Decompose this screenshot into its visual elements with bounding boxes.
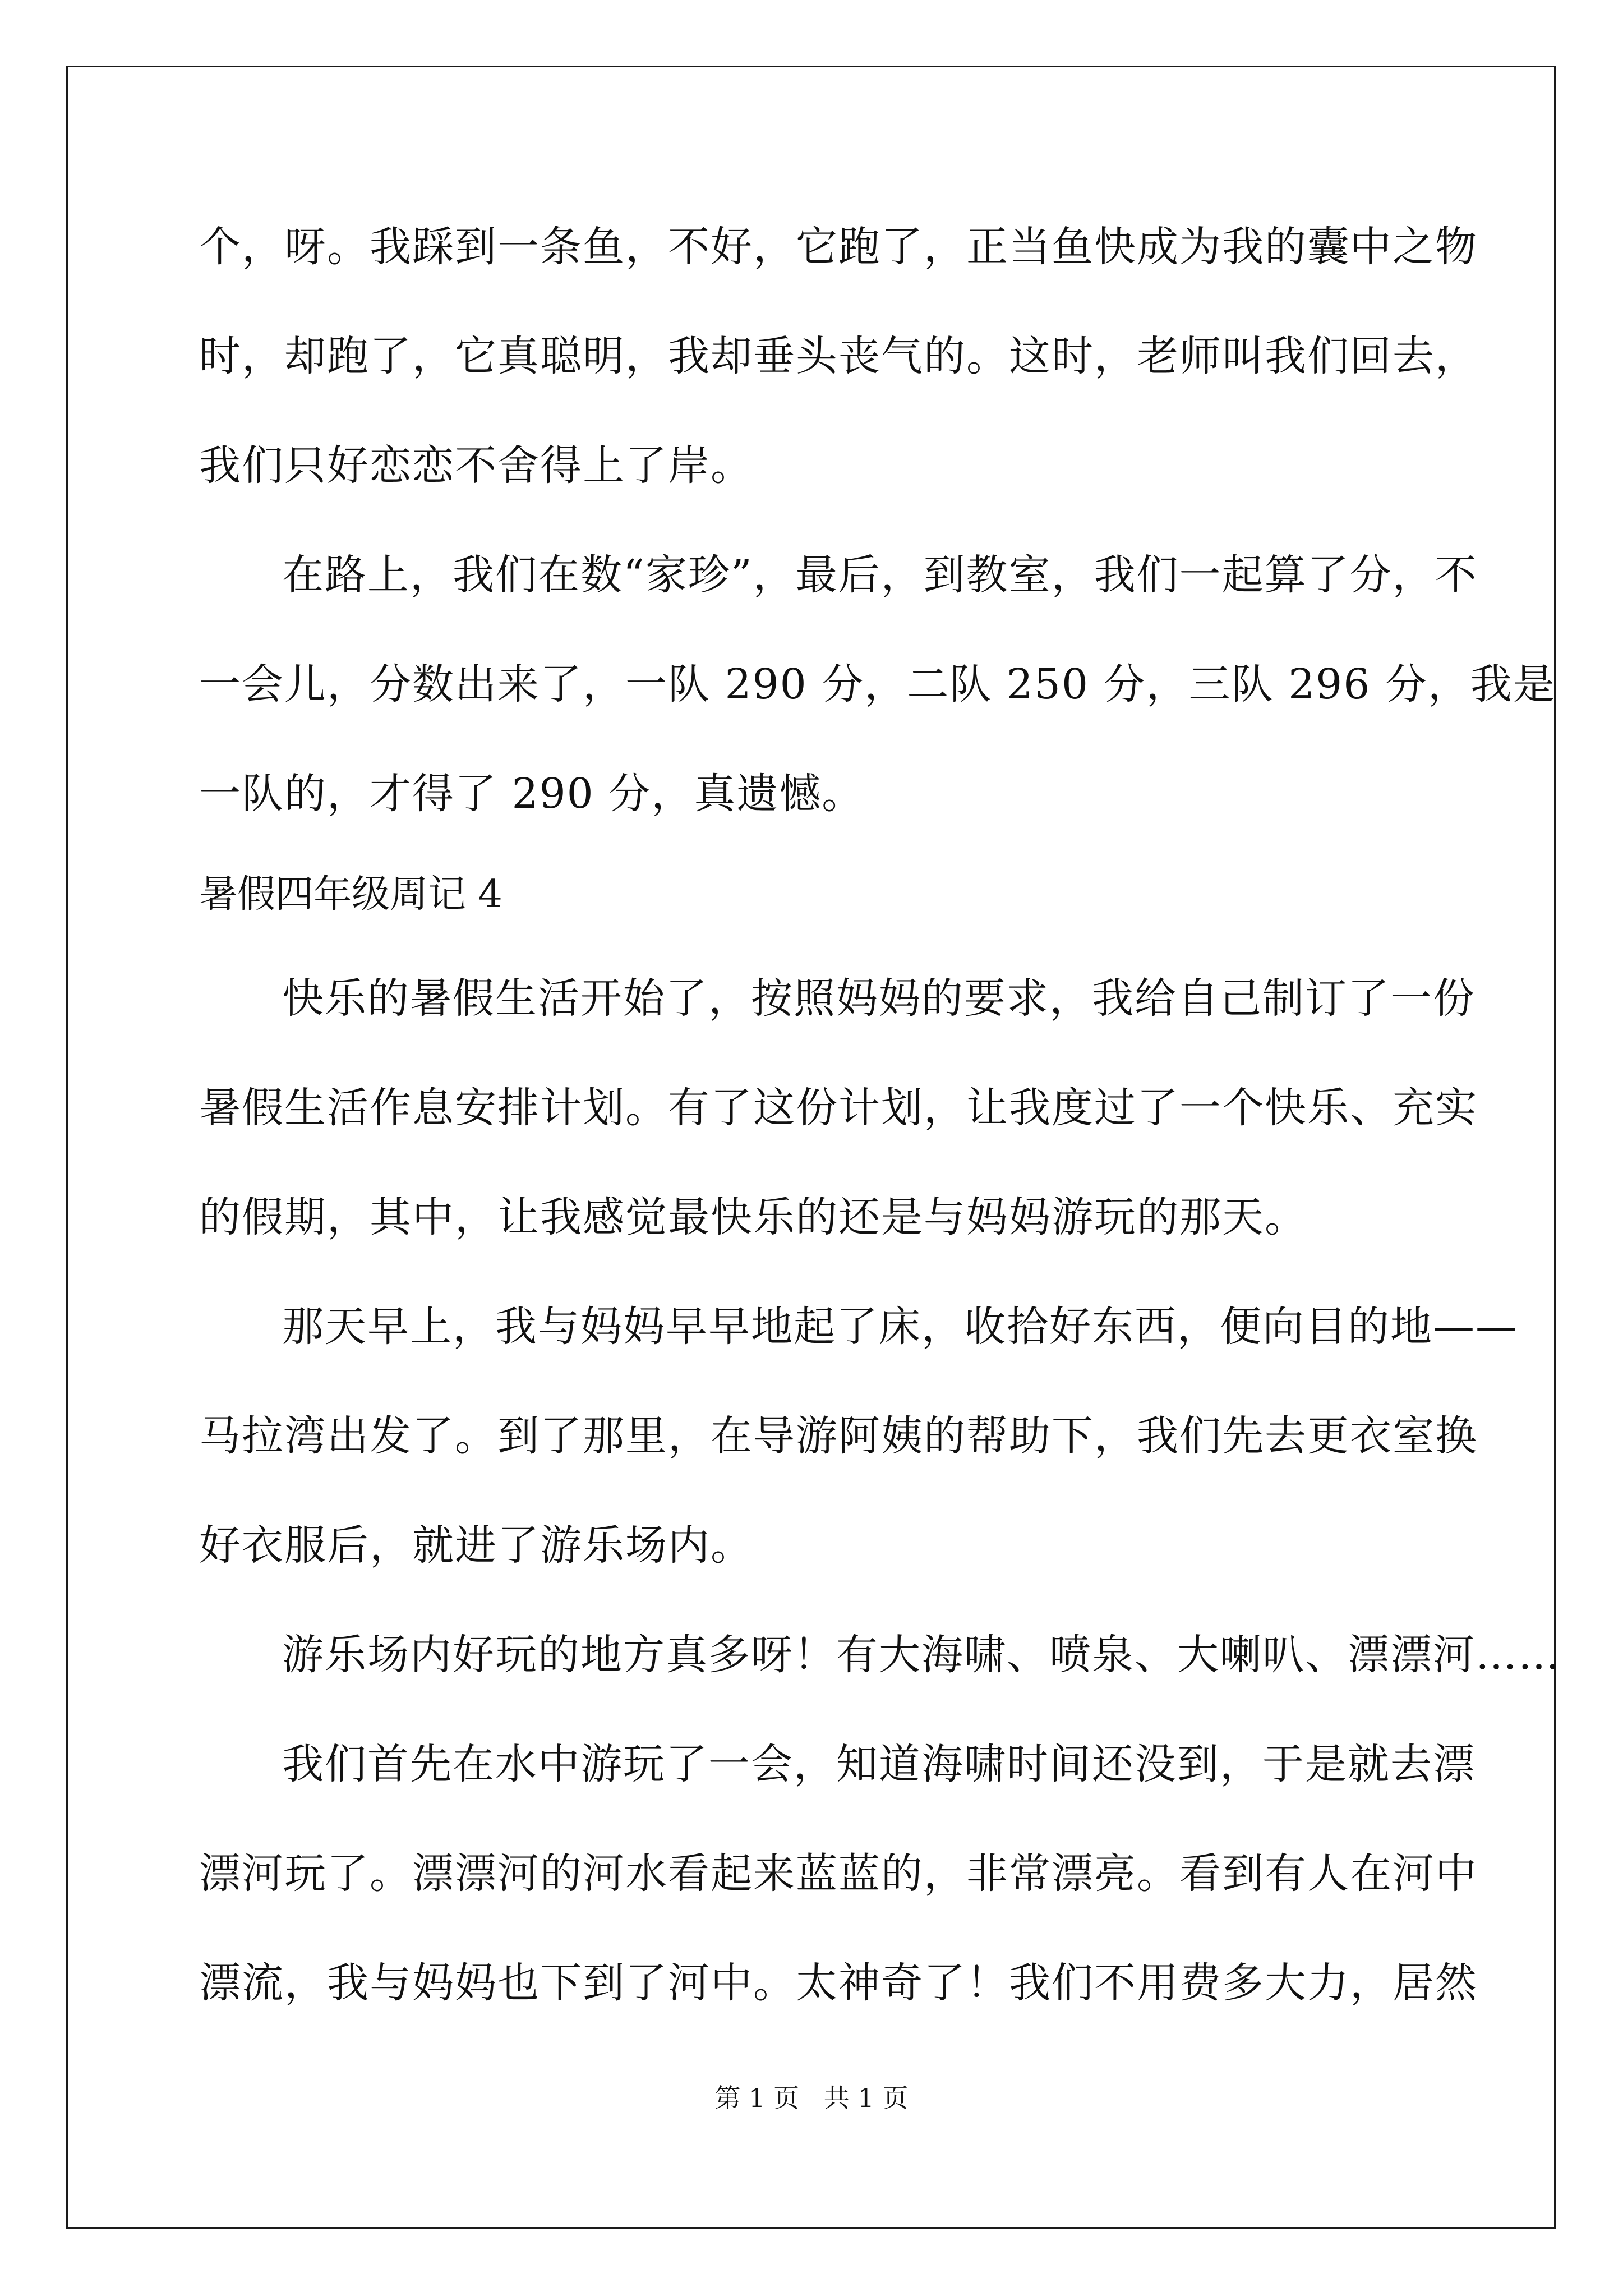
paragraph-line: 那天早上，我与妈妈早早地起了床，收拾好东西，便向目的地—— — [282, 1303, 1518, 1351]
paragraph-line: 的假期，其中，让我感觉最快乐的还是与妈妈游玩的那天。 — [199, 1193, 1307, 1241]
page-border — [66, 66, 1556, 2229]
paragraph-line: 我们只好恋恋不舍得上了岸。 — [199, 441, 753, 490]
paragraph-line: 在路上，我们在数“家珍”，最后，到教室，我们一起算了分，不 — [282, 551, 1478, 599]
section-heading: 暑假四年级周记 4 — [199, 872, 502, 917]
paragraph-line: 暑假生活作息安排计划。有了这份计划，让我度过了一个快乐、充实 — [199, 1084, 1478, 1132]
paragraph-line: 一队的，才得了 290 分，真遗憾。 — [199, 770, 865, 818]
paragraph-line: 好衣服后，就进了游乐场内。 — [199, 1521, 753, 1570]
paragraph-line: 时，却跑了，它真聪明，我却垂头丧气的。这时，老师叫我们回去， — [199, 332, 1478, 380]
paragraph-line: 漂流，我与妈妈也下到了河中。太神奇了！我们不用费多大力，居然 — [199, 1959, 1478, 2007]
paragraph-line: 快乐的暑假生活开始了，按照妈妈的要求，我给自己制订了一份 — [282, 974, 1476, 1023]
paragraph-line: 一会儿，分数出来了，一队 290 分，二队 250 分，三队 296 分，我是 — [199, 660, 1556, 708]
paragraph-line: 马拉湾出发了。到了那里，在导游阿姨的帮助下，我们先去更衣室换 — [199, 1412, 1478, 1460]
paragraph-line: 我们首先在水中游玩了一会，知道海啸时间还没到，于是就去漂 — [282, 1740, 1476, 1788]
paragraph-line: 个，呀。我踩到一条鱼，不好，它跑了，正当鱼快成为我的囊中之物 — [199, 223, 1478, 271]
page-footer: 第 1 页 共 1 页 — [714, 2083, 909, 2113]
paragraph-line: 游乐场内好玩的地方真多呀！有大海啸、喷泉、大喇叭、漂漂河…… — [282, 1631, 1561, 1679]
paragraph-line: 漂河玩了。漂漂河的河水看起来蓝蓝的，非常漂亮。看到有人在河中 — [199, 1849, 1478, 1898]
